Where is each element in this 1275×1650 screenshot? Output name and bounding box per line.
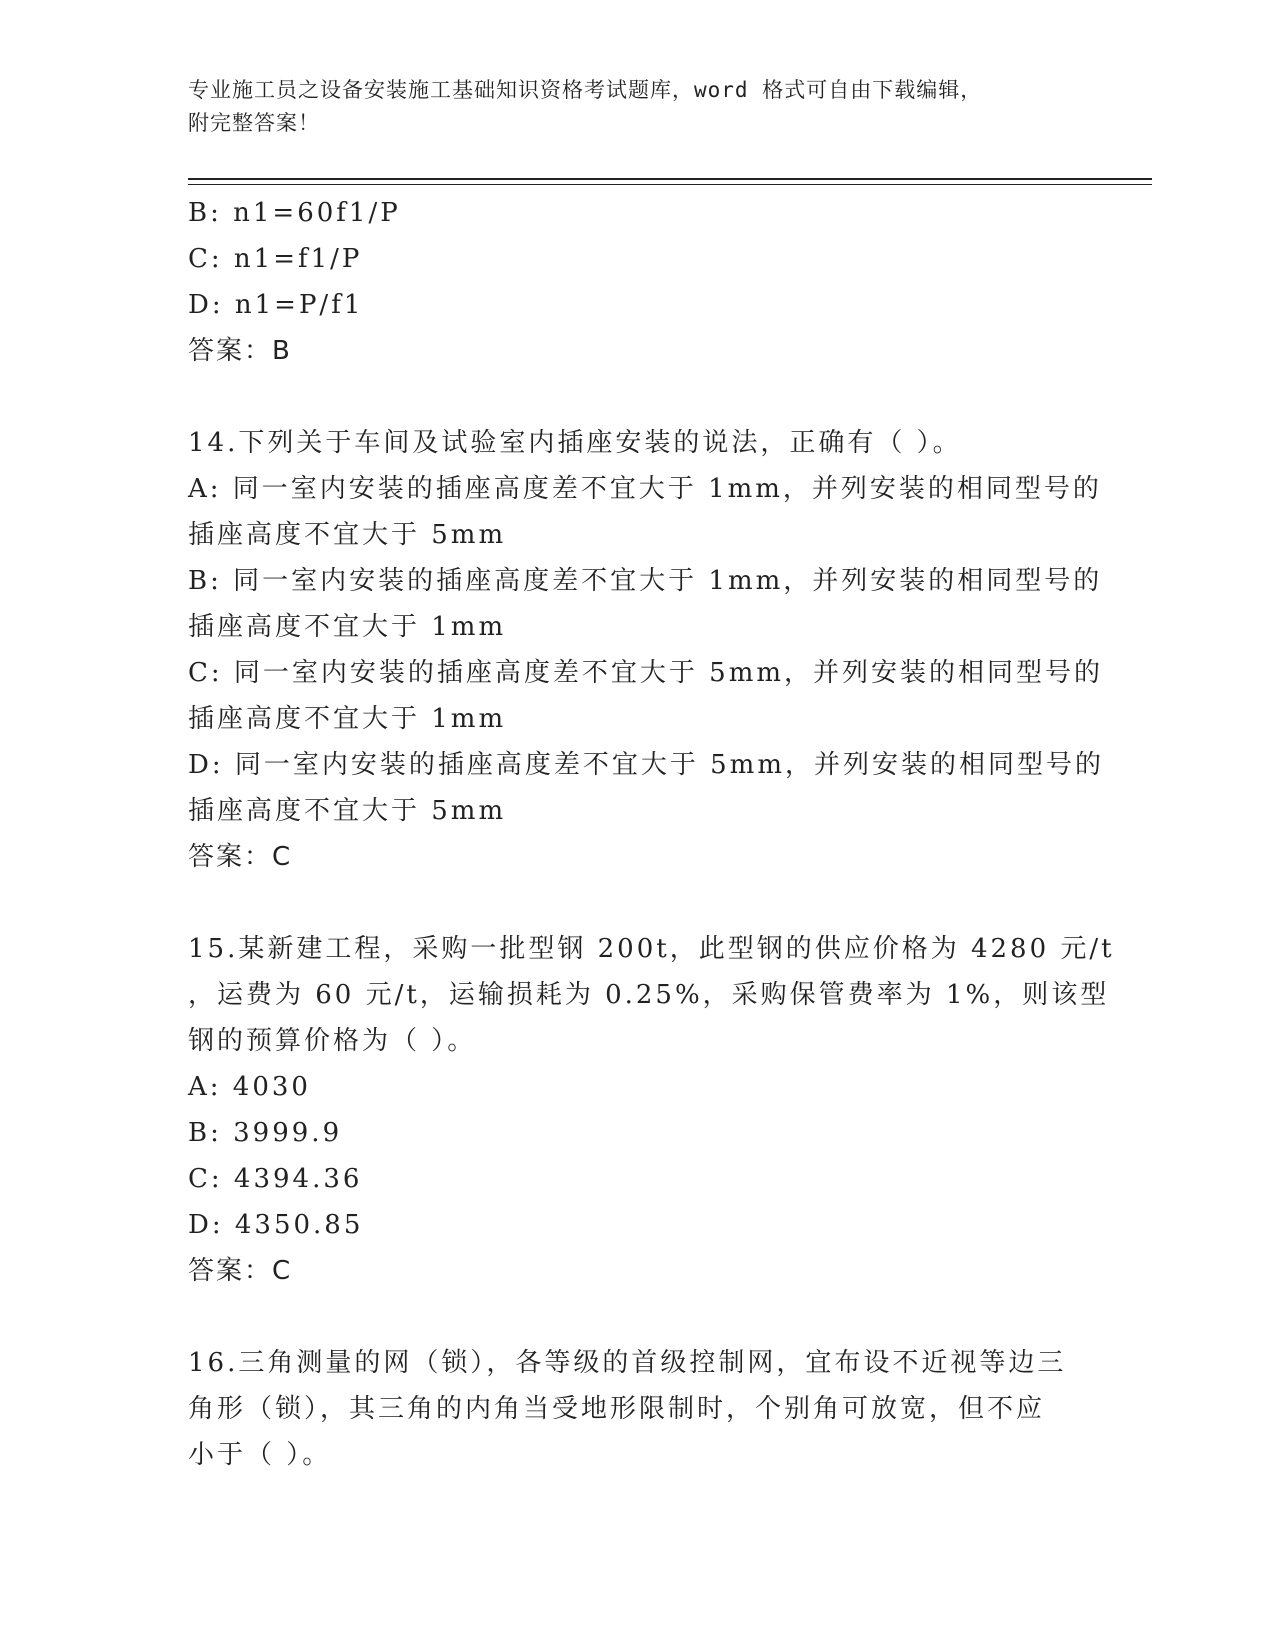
document-header — [188, 74, 1068, 140]
q14-option-b — [188, 558, 1103, 650]
q15-answer: 答案：C — [188, 1256, 293, 1286]
question-16-block — [188, 1340, 1088, 1478]
q15-option-d: D: 4350.85 — [188, 1210, 364, 1240]
question-14-block — [188, 420, 1104, 880]
q15-option-b: B: 3999.9 — [188, 1118, 343, 1148]
document-body — [188, 190, 1115, 1478]
header-divider-thick — [188, 178, 1152, 180]
q15-question-line-3: 钢的预算价格为（ ）。 — [188, 1026, 477, 1056]
q14-option-b-line-2: 插座高度不宜大于 1mm — [188, 612, 507, 642]
question-15-block — [188, 926, 1115, 1294]
q13-answer: 答案：B — [188, 336, 292, 366]
q15-question-line-1: 15.某新建工程，采购一批型钢 200t，此型钢的供应价格为 4280 元/t — [188, 934, 1115, 964]
q14-answer: 答案：C — [188, 842, 293, 872]
question-13-block — [188, 190, 1088, 374]
q16-question-line-1: 16.三角测量的网（锁），各等级的首级控制网，宜布设不近视等边三 — [188, 1348, 1067, 1378]
q14-option-b-line-1: B: 同一室内安装的插座高度差不宜大于 1mm，并列安装的相同型号的 — [188, 566, 1103, 596]
q14-option-d-line-2: 插座高度不宜大于 5mm — [188, 796, 507, 826]
q14-option-c — [188, 650, 1104, 742]
q14-option-c-line-2: 插座高度不宜大于 1mm — [188, 704, 507, 734]
q15-question-line-2: ，运费为 60 元/t，运输损耗为 0.25%，采购保管费率为 1%，则该型 — [188, 980, 1110, 1010]
q13-option-d: D: n1=P/f1 — [188, 290, 364, 320]
header-divider-thin — [188, 184, 1152, 185]
q16-question-line-2: 角形（锁），其三角的内角当受地形限制时，个别角可放宽，但不应 — [188, 1394, 1046, 1424]
q15-option-c: C: 4394.36 — [188, 1164, 363, 1194]
q15-option-a: A: 4030 — [188, 1072, 311, 1102]
q14-option-c-line-1: C: 同一室内安装的插座高度差不宜大于 5mm，并列安装的相同型号的 — [188, 658, 1104, 688]
q14-option-a-line-2: 插座高度不宜大于 5mm — [188, 520, 507, 550]
q13-option-b: B: n1=60f1/P — [188, 198, 401, 228]
q16-question-line-3: 小于（ ）。 — [188, 1440, 332, 1470]
q13-option-c: C: n1=f1/P — [188, 244, 363, 274]
q14-option-d-line-1: D: 同一室内安装的插座高度差不宜大于 5mm，并列安装的相同型号的 — [188, 750, 1104, 780]
q14-option-a-line-1: A: 同一室内安装的插座高度差不宜大于 1mm，并列安装的相同型号的 — [188, 474, 1102, 504]
q14-option-d — [188, 742, 1104, 834]
q14-option-a — [188, 466, 1102, 558]
header-line-1: 专业施工员之设备安装施工基础知识资格考试题库，word 格式可自由下载编辑， — [188, 78, 983, 102]
q14-question: 14.下列关于车间及试验室内插座安装的说法，正确有（ ）。 — [188, 428, 962, 458]
header-line-2: 附完整答案！ — [188, 111, 320, 135]
